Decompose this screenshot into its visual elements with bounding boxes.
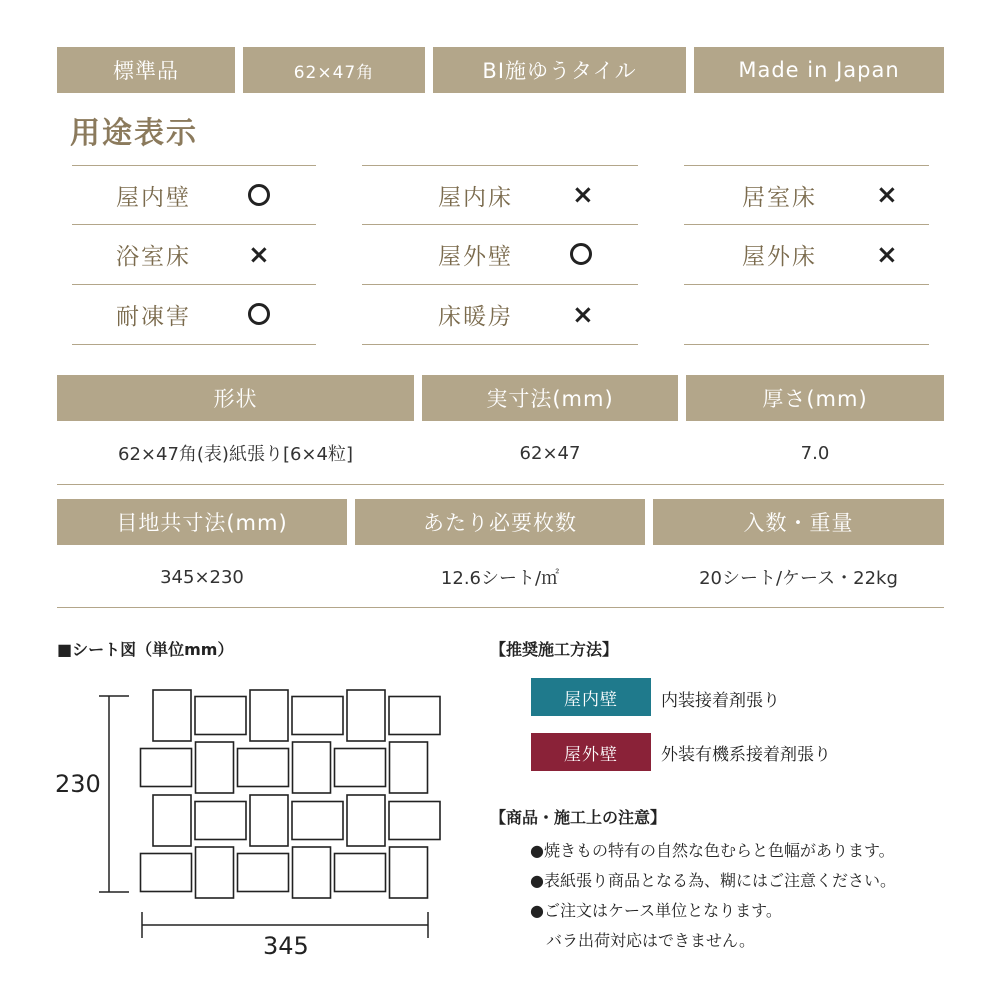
- tile: [141, 749, 192, 787]
- tile: [250, 690, 288, 741]
- circle-mark-icon: [570, 243, 592, 265]
- method-tag-indoor-wall: 屋内壁: [531, 678, 651, 716]
- method-desc-indoor-wall: 内装接着剤張り: [661, 691, 780, 711]
- notes-title: 【商品・施工上の注意】: [490, 808, 667, 827]
- spec-header-joint-size: 目地共寸法(mm): [57, 499, 347, 545]
- tile: [153, 795, 191, 846]
- usage-label: 屋外床: [742, 244, 817, 270]
- note-line: ●焼きもの特有の自然な色むらと色幅があります。: [530, 841, 895, 860]
- method-tag-outdoor-wall: 屋外壁: [531, 733, 651, 771]
- header-size: 62×47角: [243, 47, 425, 93]
- tile: [347, 690, 385, 741]
- tile: [390, 847, 428, 898]
- spec-value-quantity-weight: 20シート/ケース・22kg: [699, 568, 898, 589]
- tile: [390, 742, 428, 793]
- usage-label: 屋内床: [438, 184, 513, 211]
- usage-label: 屋内壁: [116, 184, 191, 211]
- note-line: ●ご注文はケース単位となります。: [530, 901, 782, 920]
- header-standard: 標準品: [57, 47, 235, 93]
- tile: [293, 847, 331, 898]
- cross-mark-icon: ×: [572, 180, 594, 210]
- spec-header-shape: 形状: [57, 375, 414, 421]
- usage-label: 居室床: [742, 184, 817, 211]
- usage-cell: [72, 165, 316, 225]
- usage-label: 床暖房: [438, 304, 513, 330]
- usage-cell-empty: [684, 285, 929, 345]
- spec-header-actual-size: 実寸法(mm): [422, 375, 678, 421]
- method-title: 【推奨施工方法】: [490, 640, 619, 659]
- tile: [195, 697, 246, 735]
- spec-header-quantity-weight: 入数・重量: [653, 499, 944, 545]
- usage-cell: [684, 225, 929, 285]
- tile: [347, 795, 385, 846]
- usage-cell: [72, 285, 316, 345]
- tile: [335, 854, 386, 892]
- tile: [389, 697, 440, 735]
- circle-mark-icon: [248, 303, 270, 325]
- usage-cell: [362, 285, 638, 345]
- width-dimension-label: 345: [263, 932, 309, 960]
- spec-header-sheets-needed: あたり必要枚数: [355, 499, 645, 545]
- tile: [196, 847, 234, 898]
- note-line: バラ出荷対応はできません。: [530, 931, 755, 950]
- method-desc-outdoor-wall: 外装有機系接着剤張り: [661, 745, 831, 765]
- tile: [238, 749, 289, 787]
- divider: [57, 607, 944, 608]
- usage-cell: [684, 165, 929, 225]
- spec-value-shape: 62×47角(表)紙張り[6×4粒]: [118, 444, 353, 465]
- tile: [196, 742, 234, 793]
- usage-title: 用途表示: [70, 116, 198, 151]
- tile: [293, 742, 331, 793]
- tile: [141, 854, 192, 892]
- cross-mark-icon: ×: [876, 180, 898, 210]
- spec-header-thickness: 厚さ(mm): [686, 375, 944, 421]
- sheet-diagram: [95, 680, 445, 945]
- sheet-title: ■シート図（単位mm）: [57, 640, 234, 659]
- height-dimension-label: 230: [55, 770, 101, 798]
- tile: [195, 802, 246, 840]
- tile: [335, 749, 386, 787]
- tile: [250, 795, 288, 846]
- cross-mark-icon: ×: [572, 299, 594, 330]
- tile: [153, 690, 191, 741]
- spec-value-actual-size: 62×47: [519, 442, 581, 464]
- usage-cell: [362, 225, 638, 285]
- tile: [389, 802, 440, 840]
- spec-value-sheets-needed: 12.6シート/㎡: [440, 568, 560, 589]
- tile: [238, 854, 289, 892]
- usage-label: 耐凍害: [116, 304, 191, 330]
- spec-value-thickness: 7.0: [800, 442, 830, 464]
- header-product-type: BI施ゆうタイル: [433, 47, 686, 93]
- tile: [292, 802, 343, 840]
- cross-mark-icon: ×: [248, 239, 270, 270]
- divider: [57, 484, 944, 485]
- note-line: ●表紙張り商品となる為、糊にはご注意ください。: [530, 871, 896, 890]
- usage-label: 浴室床: [116, 244, 191, 270]
- tile: [292, 697, 343, 735]
- usage-label: 屋外壁: [438, 244, 513, 270]
- header-origin: Made in Japan: [694, 47, 944, 93]
- circle-mark-icon: [248, 184, 270, 206]
- spec-value-joint-size: 345×230: [160, 566, 244, 588]
- usage-cell: [72, 225, 316, 285]
- usage-cell: [362, 165, 638, 225]
- cross-mark-icon: ×: [876, 239, 898, 270]
